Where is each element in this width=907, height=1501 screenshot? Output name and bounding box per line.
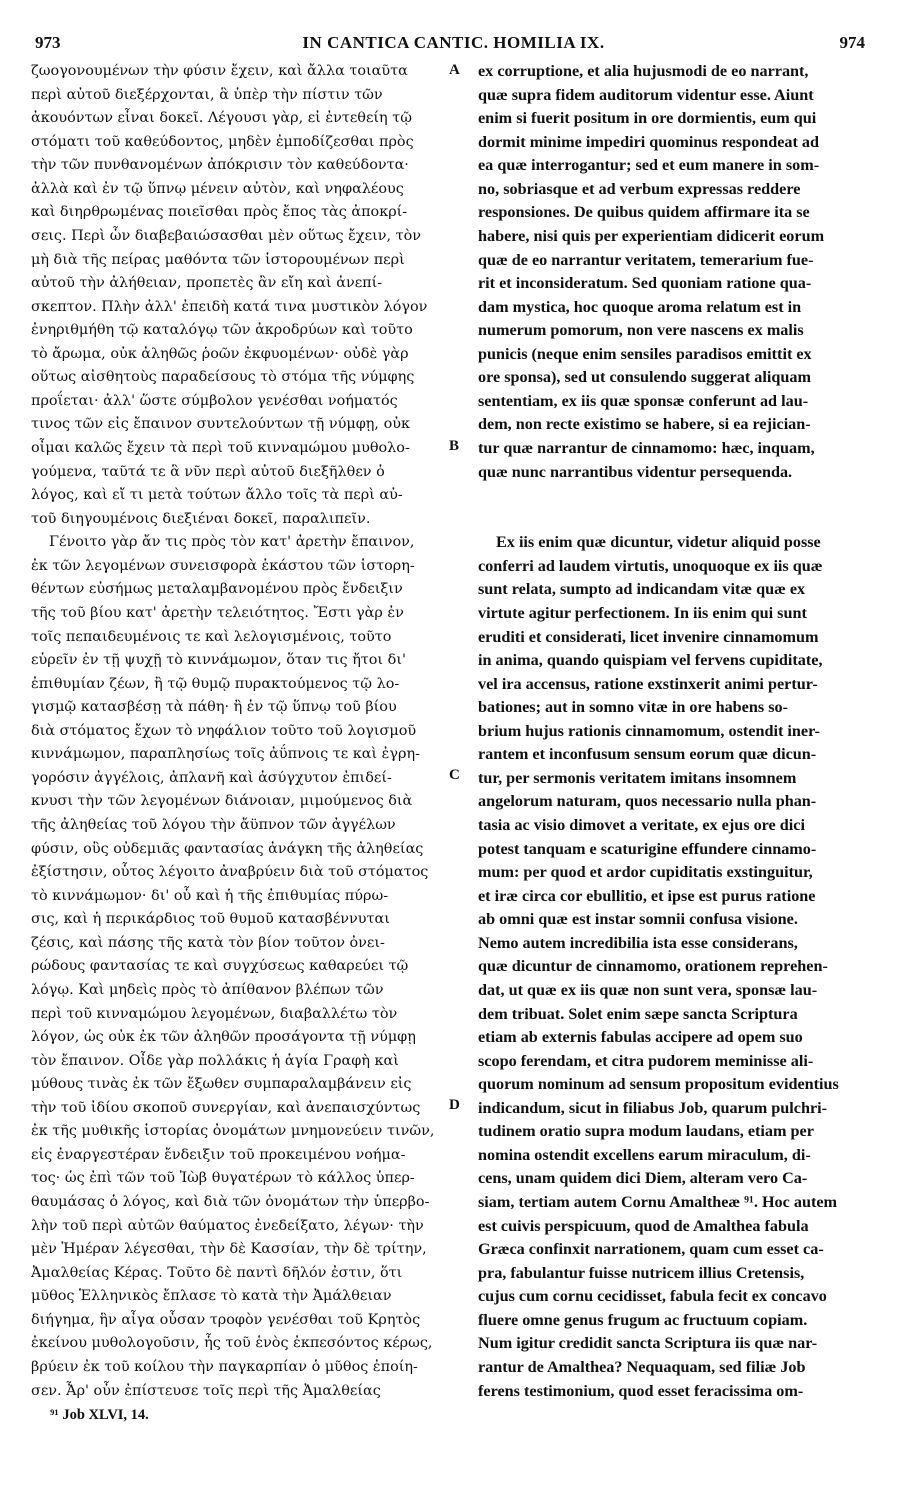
text-line: ἐξίστησιν, οὗτος λέγοιτο ἀναβρύειν διὰ τοῦ στόματος [31,864,429,881]
text-line: responsiones. De quibus quidem affirmare ita se [478,203,810,222]
text-line: quæ de eo narrantur veritatem, temerarium fue- [478,250,814,269]
text-line: no, sobriasque et ad verbum expressas reddere [478,179,801,198]
text-line: dem, non recte existimo se habere, si ea rejician- [478,415,811,434]
text-line: θαυμάσας ὁ λόγος, καὶ διὰ τῶν ὀνομάτων τὴν ὑπερβο- [31,1194,430,1210]
text-line: ea quæ interrogantur; sed et eum manere in som- [478,156,820,175]
paragraph-gap [478,508,866,532]
text-line: ἀκουόντων εἶναι δοκεῖ. Λέγουσι γὰρ, εἰ ἐντεθείη τῷ [31,110,412,127]
text-line: tasia ac visio dimovet a veritate, ex ejus ore dici [478,816,805,834]
text-line: in anima, quando quispiam vel fervens cupiditate, [478,651,823,670]
text-line: brium hujus rationis cinnamomum, ostendit iner- [478,721,821,740]
text-line: τοῖς πεπαιδευμένοις τε καὶ λελογισμένοις, τοῦτο [31,628,392,645]
margin-marker-d: D [449,1097,460,1113]
text-line: φύσιν, οὓς οὐδεμιᾶς φαντασίας ἀνάγκη τῆς ἀληθείας [31,840,424,857]
text-line: μὴ διὰ τῆς πείρας μαθόντα τῶν ἱστορουμένων περὶ [31,251,405,268]
text-line: fluere omne genus frugum ac fructuum copiam. [478,1310,808,1329]
text-line: bationes; aut in somno vitæ in ore habens so- [478,698,789,717]
text-line: οἶμαι καλῶς ἔχειν τὰ περὶ τοῦ κινναμώμου μυθολο- [31,440,410,456]
text-line: σκεπτον. Πλὴν ἀλλ' ἐπειδὴ κατά τινα μυστικὸν λόγον [31,298,428,315]
text-line: τῆς τοῦ βίου κατ' ἀρετὴν τελειότητος. Ἔστι γὰρ ἐν [31,604,404,621]
text-line: virtute agitur perfectionem. In iis enim qui sunt [478,603,807,622]
text-line: περὶ τοῦ κινναμώμου λεγομένων, διαβαλλέτω τὸν [31,1005,398,1022]
text-line: μῦθος Ἑλληνικὸς ἔπλασε τὸ κατὰ τὴν Ἀμάλθειαν [31,1288,392,1305]
text-line: ἀλλὰ καὶ ἐν τῷ ὕπνῳ μένειν αὐτὸν, καὶ νηφαλέους [31,180,404,197]
text-line: quæ supra fidem auditorum videntur esse. Aiunt [478,85,814,104]
text-line: τὴν τοῦ ἰδίου σκοποῦ συνεργίαν, καὶ ἀνεπαισχύντως [31,1099,421,1116]
text-line: λόγῳ. Καὶ μηδεὶς πρὸς τὸ ἀπίθανον βλέπων τῶν [31,981,384,998]
text-line: τὸ κιννάμωμον· δι' οὗ καὶ ἡ τῆς ἐπιθυμίας πύρω- [31,887,389,904]
text-line: θέντων εὐσήμως μεταλαμβανομένου πρὸς ἔνδειξιν [31,581,403,598]
paragraph-gap [478,484,866,508]
text-line: στόματι τοῦ καθεύδοντος, μηδὲν ἐμποδίζεσθαι πρὸς [31,133,414,150]
text-line: indicandum, sicut in filiabus Job, quarum pulchri- [478,1098,828,1117]
text-line: τὸ ἄρωμα, οὐκ ἀληθῶς ῥοῶν ἐκφυομένων· οὐδὲ γὰρ [31,345,409,362]
text-line: ἐκ τῆς μυθικῆς ἱστορίας ὀνομάτων μνημονεύειν τινῶν, [31,1123,435,1140]
page-number-left: 973 [35,33,61,52]
text-line: conferri ad laudem virtutis, unoquoque ex iis quæ [478,556,823,575]
text-line: dam mystica, hoc quoque aroma relatum est in [478,297,802,316]
text-line: σις, καὶ ἡ περικάρδιος τοῦ θυμοῦ κατασβέννυται [31,911,390,928]
text-line: quorum nominum ad sensum propositum evidentius [478,1075,839,1094]
text-line: Nemo autem incredibilia ista esse considerans, [478,933,798,952]
text-line: ἐνηριθμήθη τῷ καταλόγῳ τῶν ἀκροδρύων καὶ τοῦτο [31,322,413,339]
text-line: βρύειν ἐκ τοῦ κοίλου τὴν παγκαρπίαν ὁ μῦθος ἐποίη- [31,1358,418,1375]
text-line: ab omni quæ est instar somnii confusa visione. [478,910,798,929]
text-line: tudinem oratio supra modum laudans, etiam per [478,1122,814,1141]
text-line: dormit minime impediri quominus respondeat ad [478,132,820,151]
text-line: quæ nunc narrantibus videntur persequenda. [478,462,793,481]
text-line: Ex iis enim quæ dicuntur, videtur aliquid posse [496,533,821,552]
text-line: σεν. Ἆρ' οὖν ἐπίστευσε τοῖς περὶ τῆς Ἀμαλθείας [31,1382,381,1399]
text-line: τος· ὡς ἐπὶ τῶν τοῦ Ἰὼβ θυγατέρων τὸ κάλλος ὑπερ- [31,1170,415,1187]
text-line: et iræ circa cor ebullitio, et ipse est purus ratione [478,886,816,905]
text-line: punicis (neque enim sensiles paradisos emittit ex [478,344,812,363]
margin-marker-a: A [449,62,460,78]
text-line: διὰ στόματος ἔχων τὸ νηφάλιον τοῦτο τοῦ λογισμοῦ [31,722,417,739]
text-line: Num igitur credidit sancta Scriptura iis quæ nar- [478,1334,818,1353]
text-line: nomina ostendit excellens earum miraculum, di- [478,1145,811,1164]
text-line: pra, fabulantur fuisse nutricem illius Cretensis, [478,1263,805,1282]
text-line: ferens testimonium, quod esset feracissima om- [478,1381,804,1400]
text-line: est cuivis perspicuum, quod de Amalthea fabula [478,1216,809,1235]
text-line: Græca confinxit narrationem, quam cum esset ca- [478,1240,824,1259]
text-line: λόγον, ὡς οὐκ ἐκ τῶν ἀληθῶν προσάγοντα τῇ νύμφῃ [31,1029,416,1046]
text-line: angelorum naturam, quos necessario nulla phan- [478,792,817,811]
text-line: etiam ab externis fabulas accipere ad opem suo [478,1028,803,1047]
text-line: ζωογονουμένων τὴν φύσιν ἔχειν, καὶ ἄλλα τοιαῦτα [31,63,408,79]
text-line: dat, ut quæ ex iis quæ non sunt vera, sponsæ lau- [478,980,818,999]
text-line: ore sponsa), sed ut consulendo suggerat aliquam [478,368,811,387]
text-line: τινος τῶν εἰς ἔπαινον συντελούντων τῇ νύμφῃ, οὐκ [31,416,410,433]
text-line: siam, tertiam autem Cornu Amaltheæ ⁹¹. Hoc autem [478,1193,838,1211]
running-title: IN CANTICA CANTIC. HOMILIA IX. [302,33,605,52]
text-line: vel ira accensus, ratione exstinxerit animi pertur- [478,674,818,693]
text-line: mum: per quod et ardor cupiditatis exstinguitur, [478,863,813,882]
text-line: quæ dicuntur de cinnamomo, orationem reprehen- [478,957,828,976]
text-line: Ἀμαλθείας Κέρας. Τοῦτο δὲ παντὶ δῆλόν ἐστιν, ὅτι [31,1264,403,1281]
text-line: εἰς ἐναργεστέραν ἔνδειξιν τοῦ προκειμένου νοήμα- [31,1146,406,1163]
text-line: γορόσιν ἀγγέλοις, ἀπλανῆ καὶ ἀσύγχυτον ἐπιδεί- [31,769,392,786]
text-line: μύθους τινὰς ἐκ τῶν ἔξωθεν συμπαραλαμβάνειν εἰς [31,1076,412,1093]
text-line: λὴν τοῦ περὶ αὐτῶν θαύματος ἐνεδείξατο, λέγων· τὴν [31,1217,424,1234]
text-line: αὐτοῦ τὴν ἀλήθειαν, προπετὲς ἂν εἴη καὶ ἀνεπί- [31,275,383,292]
margin-marker-c: C [449,767,460,783]
greek-text-column [31,60,459,1403]
text-line: τῆς ἀληθείας τοῦ λόγου τὴν ἄϋπνον τῶν ἀγγέλων [31,817,396,833]
text-line: tur, per sermonis veritatem imitans insomnem [478,768,797,787]
text-line: tur quæ narrantur de cinnamomo: hæc, inquam, [478,439,815,457]
text-line: περὶ αὐτοῦ διεξέρχονται, ἃ ὑπὲρ τὴν πίστιν τῶν [31,86,383,103]
text-line: scopo ferendam, et citra pudorem meminisse ali- [478,1051,814,1070]
text-line: sententiam, ex iis quæ sponsæ conferunt ad lau- [478,391,809,410]
text-line: dem tribuat. Solet enim sæpe sancta Scriptura [478,1004,798,1023]
text-line: ἐκ τῶν λεγομένων συνεισφορὰ ἑκάστου τῶν ἱστορη- [31,557,415,574]
text-line: κιννάμωμον, παραπλησίως τοῖς ἀΰπνοις τε καὶ ἐγρη- [31,746,420,763]
text-line: eruditi et considerati, licet invenire cinnamomum [478,627,819,646]
text-line: τὸν ἔπαινον. Οἶδε γὰρ πολλάκις ἡ ἁγία Γραφὴ καὶ [31,1052,399,1069]
page-number-right: 974 [839,33,865,52]
text-line: τοῦ διηγουμένοις διεξιέναι δοκεῖ, παραλιπεῖν. [31,510,371,527]
text-line: ex corruptione, et alia hujusmodi de eo narrant, [478,62,809,80]
margin-marker-b: B [449,438,460,454]
text-line: ἐπιθυμίαν ζέων, ἢ τῷ θυμῷ πυρακτούμενος τῷ λο- [31,675,400,692]
text-line: cens, unam quidem dici Diem, alteram vero Ca- [478,1169,808,1188]
text-line: γισμῷ κατασβέσῃ τὰ πάθη· ἢ ἐν τῷ ὕπνῳ τοῦ βίου [31,699,397,716]
text-line: rantem et inconfusum sensum eorum quæ dicun- [478,745,817,764]
text-line: ρώδους φαντασίας τε καὶ συγχύσεως καθαρεύει τῷ [31,958,409,975]
text-line: potest tanquam e scaturigine effundere cinnamo- [478,839,817,858]
text-line: οὕτως αἰσθητοὺς παραδείσους τὸ στόμα τῆς νύμφης [31,369,415,386]
text-line: μὲν Ἡμέραν λέγεσθαι, τὴν δὲ Κασσίαν, τὴν δὲ τρίτην, [31,1241,427,1258]
text-line: numerum pomorum, non vere nascens ex malis [478,321,804,340]
text-line: sunt relata, sumpto ad indicandam vitæ quæ ex [478,580,806,599]
text-line: ἐκείνου μυθολογοῦσιν, ἧς τοῦ ἑνὸς ἐκπεσόντος κέρως, [31,1335,433,1352]
text-line: καὶ διηρθρωμένας ποιεῖσθαι πρὸς ἔπος τὰς ἀποκρί- [31,204,408,221]
text-line: σεις. Περὶ ὧν διαβεβαιώσασθαι μὲν οὕτως ἔχειν, τὸν [31,227,421,244]
text-line: ζέσις, καὶ πάσης τῆς κατὰ τὸν βίον τοῦτον ὀνει- [31,934,385,951]
text-line: habere, nisi quis per experientiam didicerit eorum [478,226,825,245]
text-line: Γένοιτο γὰρ ἄν τις πρὸς τὸν κατ' ἀρετὴν ἔπαινον, [49,534,415,551]
text-line: cujus cum cornu cecidisset, fabula fecit ex concavo [478,1287,827,1306]
text-line: προΐεται· ἀλλ' ὥστε σύμβολον γενέσθαι νοήματός [31,392,398,409]
text-line: τὴν τῶν πυνθανομένων ἀπόκρισιν τὸν καθεύδοντα· [31,157,409,174]
text-line: διήγημα, ἣν αἶγα οὖσαν τροφὸν γενέσθαι τοῦ Κρητὸς [31,1311,421,1328]
latin-text-column [478,60,866,1403]
running-header [0,33,907,55]
text-line: εὑρεῖν ἐν τῇ ψυχῇ τὸ κιννάμωμον, ὅταν τις ἤτοι δι' [31,652,406,669]
text-line: enim si fuerit positum in ore dormientis, eum qui [478,109,817,128]
text-line: rantur de Amalthea? Nequaquam, sed filiæ Job [478,1357,806,1376]
text-line: rit et inconsideratum. Sed quoniam ratione qua- [478,274,812,293]
text-line: κνυσι τὴν τῶν λεγομένων διάνοιαν, μιμούμενος διὰ [31,793,413,810]
text-line: λόγος, καὶ εἴ τι μετὰ τούτων ἄλλο τοῖς τὰ περὶ αὐ- [31,487,403,504]
text-line: γούμενα, ταῦτά τε ἃ νῦν περὶ αὐτοῦ διεξῆλθεν ὁ [31,463,385,480]
footnote: ⁹¹ Job XLVI, 14. [50,1407,149,1423]
